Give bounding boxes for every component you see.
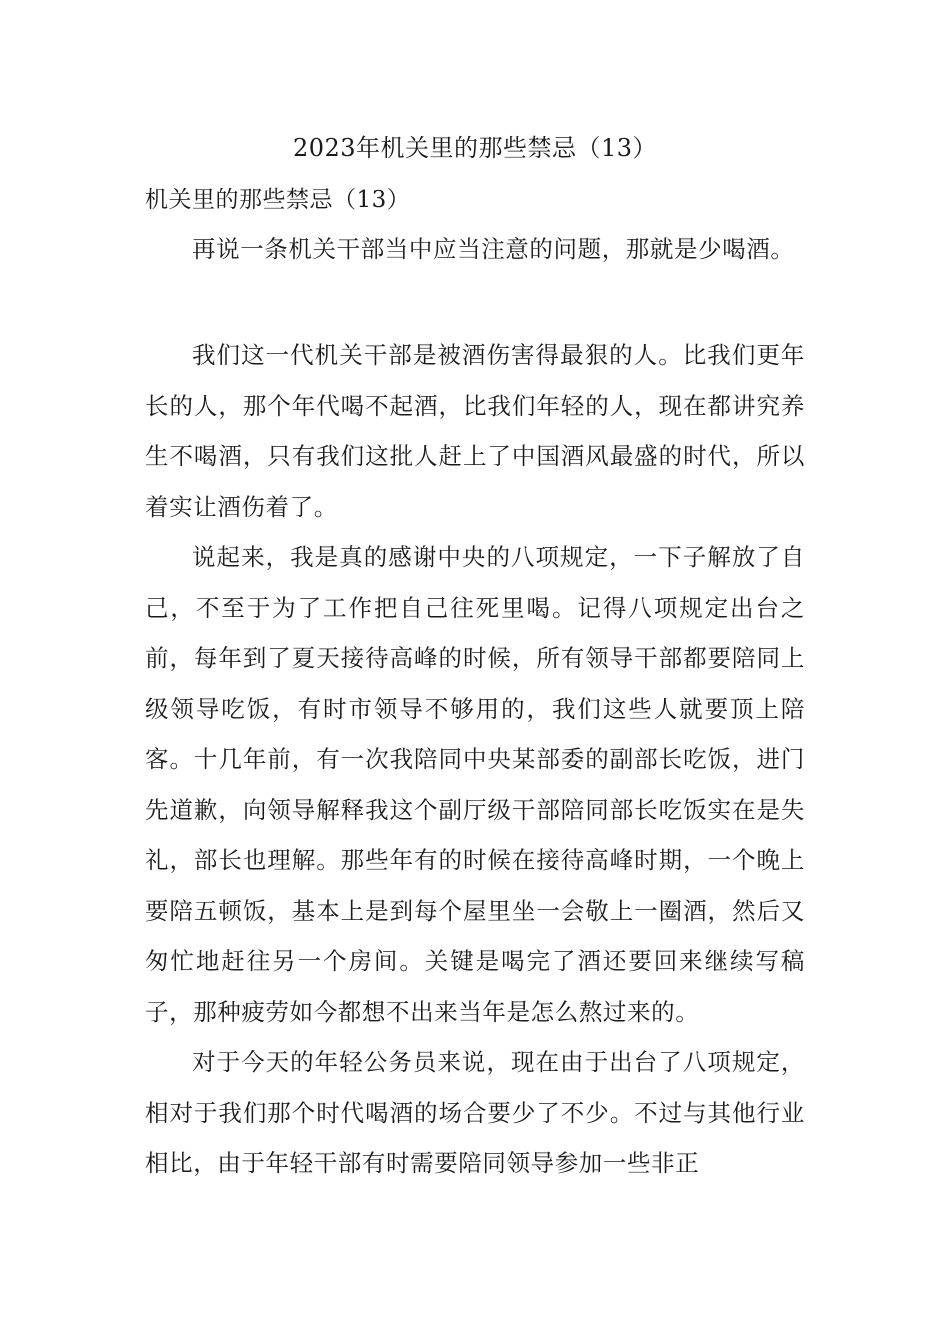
intro-block [145,224,805,275]
paragraph-1: 再说一条机关干部当中应当注意的问题，那就是少喝酒。 [192,235,795,263]
body-block [145,330,805,1189]
paragraph-2: 我们这一代机关干部是被酒伤害得最狠的人。比我们更年长的人，那个年代喝不起酒，比我们年轻的人，现在都讲究养生不喝酒，只有我们这批人赶上了中国酒风最盛的时代，所以着实让酒伤着了。 [145,341,805,521]
paragraph-3: 说起来，我是真的感谢中央的八项规定，一下子解放了自己，不至于为了工作把自己往死里喝。记得八项规定出台之前，每年到了夏天接待高峰的时候，所有领导干部都要陪同上级领导吃饭，有时市领导不够用的，我们这些人就要顶上陪客。十几年前，有一次我陪同中央某部委的副部长吃饭，进门先道歉，向领导解释我这个副厅级干部陪同部长吃饭实在是失礼，部长也理解。那些年有的时候在接待高峰时期，一个晚上要陪五顿饭，基本上是到每个屋里坐一会敬上一圈酒，然后又匆忙地赶往另一个房间。关键是喝完了酒还要回来继续写稿子，那种疲劳如今都想不出来当年是怎么熬过来的。 [145,543,805,1026]
document-title: 2023年机关里的那些禁忌（13） [292,134,658,162]
document-subtitle: 机关里的那些禁忌（13） [145,187,411,213]
paragraph-4: 对于今天的年轻公务员来说，现在由于出台了八项规定，相对于我们那个时代喝酒的场合要少了不少。不过与其他行业相比，由于年轻干部有时需要陪同领导参加一些非正 [145,1048,805,1177]
